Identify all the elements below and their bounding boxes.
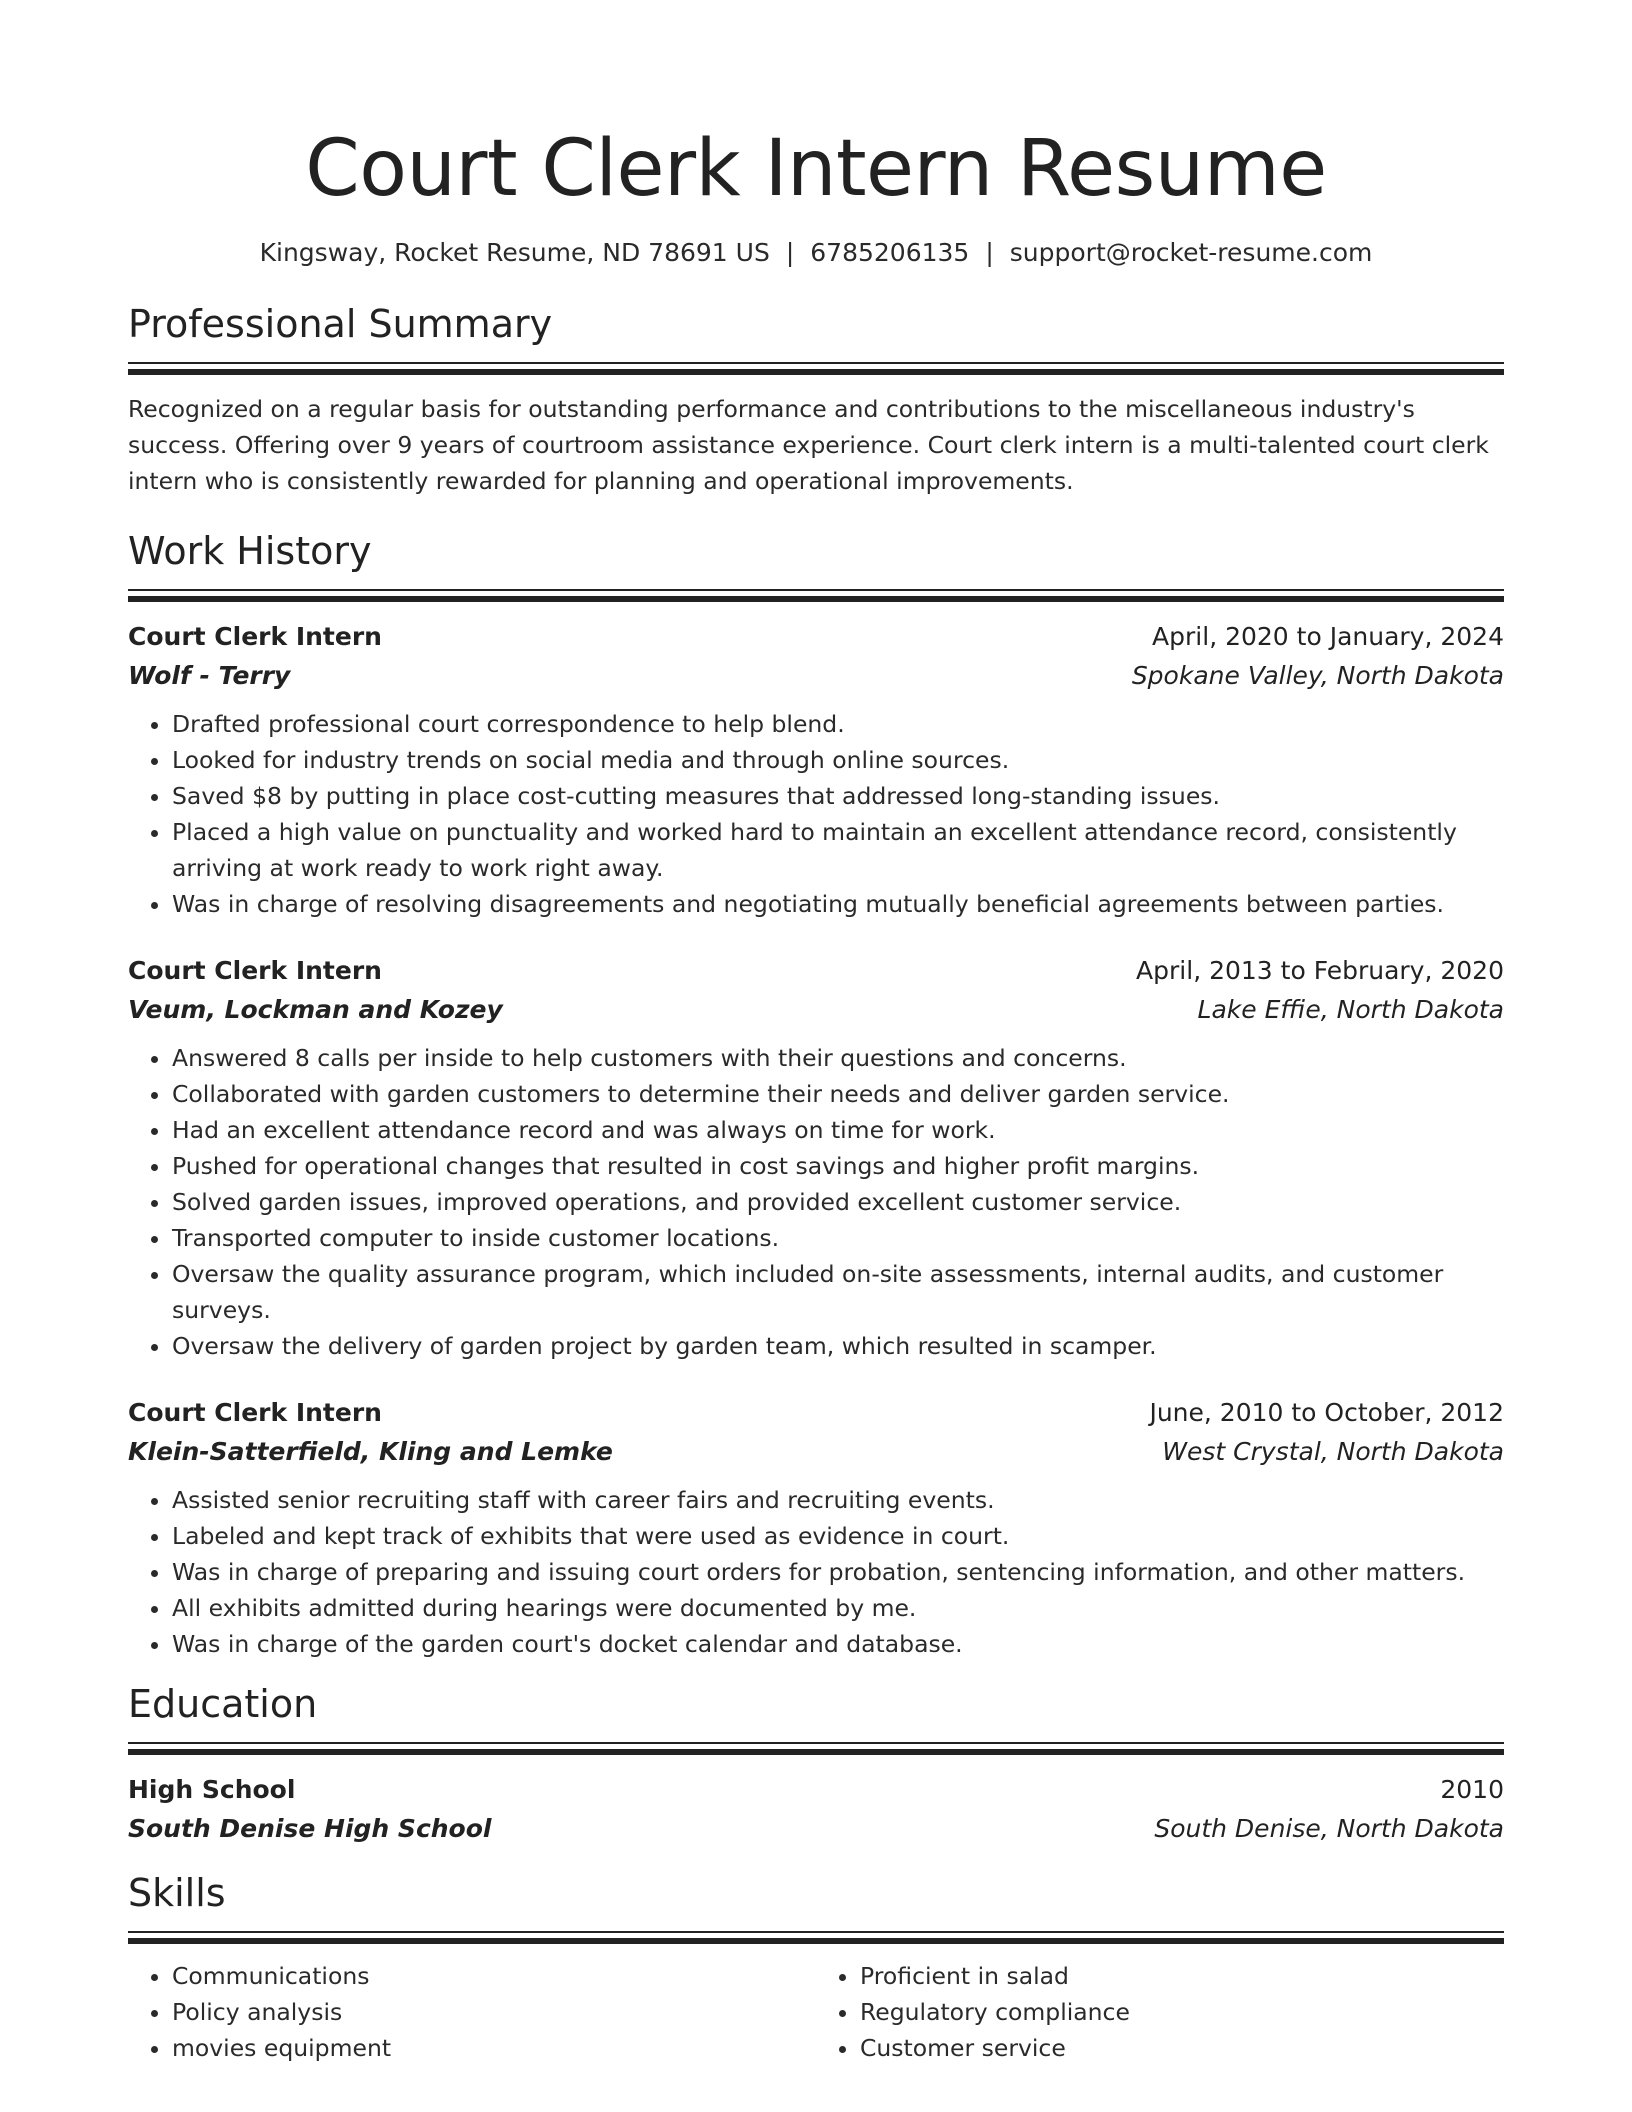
job-bullets (128, 1040, 1504, 1364)
job-entry (128, 952, 1504, 1364)
education-school: South Denise High School (128, 1814, 492, 1843)
list-item: • Looked for industry trends on social media and through online sources. (172, 742, 1504, 778)
list-item: • Assisted senior recruiting staff with career fairs and recruiting events. (172, 1482, 1504, 1518)
skill-item: • Policy analysis (172, 1994, 816, 2030)
skill-item: • Proficient in salad (860, 1958, 1504, 1994)
list-item: • Answered 8 calls per inside to help customers with their questions and concerns. (172, 1040, 1504, 1076)
job-bullets (128, 1482, 1504, 1662)
job-entry (128, 618, 1504, 922)
education-entry (128, 1771, 1504, 1849)
list-item: • All exhibits admitted during hearings were documented by me. (172, 1590, 1504, 1626)
section-heading-education: Education (128, 1682, 318, 1726)
section-divider (128, 1742, 1504, 1755)
list-item: • Oversaw the delivery of garden project by garden team, which resulted in scamper. (172, 1328, 1504, 1364)
list-item: • Collaborated with garden customers to determine their needs and deliver garden service. (172, 1076, 1504, 1112)
work-history-section (128, 527, 1504, 1662)
contact-phone: 6785206135 (810, 238, 970, 267)
list-item: • Was in charge of preparing and issuing court orders for probation, sentencing information, and other matters. (172, 1554, 1504, 1590)
job-dates: June, 2010 to October, 2012 (1149, 1398, 1504, 1427)
list-item: • Had an excellent attendance record and was always on time for work. (172, 1112, 1504, 1148)
job-entry (128, 1394, 1504, 1662)
list-item: • Was in charge of resolving disagreements and negotiating mutually beneficial agreements between parties. (172, 886, 1504, 922)
skill-item: • Regulatory compliance (860, 1994, 1504, 2030)
list-item: • Drafted professional court correspondence to help blend. (172, 706, 1504, 742)
resume-title: Court Clerk Intern Resume (305, 124, 1327, 214)
list-item: • Was in charge of the garden court's docket calendar and database. (172, 1626, 1504, 1662)
list-item: • Solved garden issues, improved operations, and provided excellent customer service. (172, 1184, 1504, 1220)
contact-separator: | (985, 238, 994, 267)
skills-section (128, 1869, 1504, 2066)
list-item: • Oversaw the quality assurance program, which included on-site assessments, internal audits, and customer surveys. (172, 1256, 1504, 1328)
section-heading-summary: Professional Summary (128, 302, 553, 346)
list-item: • Placed a high value on punctuality and worked hard to maintain an excellent attendance record, consistently arriving at work ready to work right away. (172, 814, 1504, 886)
contact-address: Kingsway, Rocket Resume, ND 78691 US (259, 238, 770, 267)
education-location: South Denise, North Dakota (1154, 1814, 1504, 1843)
list-item: • Labeled and kept track of exhibits that were used as evidence in court. (172, 1518, 1504, 1554)
section-divider (128, 589, 1504, 602)
education-degree: High School (128, 1775, 296, 1804)
skills-list-right (816, 1958, 1504, 2066)
job-title: Court Clerk Intern (128, 1398, 382, 1427)
summary-section (128, 300, 1504, 499)
summary-text: Recognized on a regular basis for outstanding performance and contributions to the miscellaneous industry's success. Offering over 9 years of courtroom assistance experience. Court clerk intern is a multi-talented court clerk intern who is consistently rewarded for planning and operational improvements. (128, 395, 1489, 495)
skill-item: • Communications (172, 1958, 816, 1994)
job-location: Spokane Valley, North Dakota (1131, 661, 1504, 690)
job-bullets (128, 706, 1504, 922)
section-heading-work-history: Work History (128, 529, 372, 573)
list-item: • Transported computer to inside customer locations. (172, 1220, 1504, 1256)
job-company: Veum, Lockman and Kozey (128, 995, 503, 1024)
contact-separator: | (785, 238, 795, 267)
section-divider (128, 1931, 1504, 1944)
job-title: Court Clerk Intern (128, 956, 382, 985)
job-company: Wolf - Terry (128, 661, 291, 690)
job-location: West Crystal, North Dakota (1162, 1437, 1504, 1466)
section-divider (128, 362, 1504, 375)
resume-page (128, 0, 1504, 2066)
job-dates: April, 2020 to January, 2024 (1152, 622, 1504, 651)
education-section (128, 1680, 1504, 1849)
list-item: • Pushed for operational changes that resulted in cost savings and higher profit margins. (172, 1148, 1504, 1184)
contact-line (128, 237, 1504, 269)
list-item: • Saved $8 by putting in place cost-cutting measures that addressed long-standing issues. (172, 778, 1504, 814)
job-company: Klein-Satterfield, Kling and Lemke (128, 1437, 613, 1466)
education-year: 2010 (1440, 1775, 1504, 1804)
job-dates: April, 2013 to February, 2020 (1136, 956, 1504, 985)
skill-item: • movies equipment (172, 2030, 816, 2066)
contact-email: support@rocket-resume.com (1009, 238, 1373, 267)
job-location: Lake Effie, North Dakota (1197, 995, 1504, 1024)
skills-list-left (128, 1958, 816, 2066)
skill-item: • Customer service (860, 2030, 1504, 2066)
section-heading-skills: Skills (128, 1871, 226, 1915)
skills-columns (128, 1958, 1504, 2066)
job-title: Court Clerk Intern (128, 622, 382, 651)
